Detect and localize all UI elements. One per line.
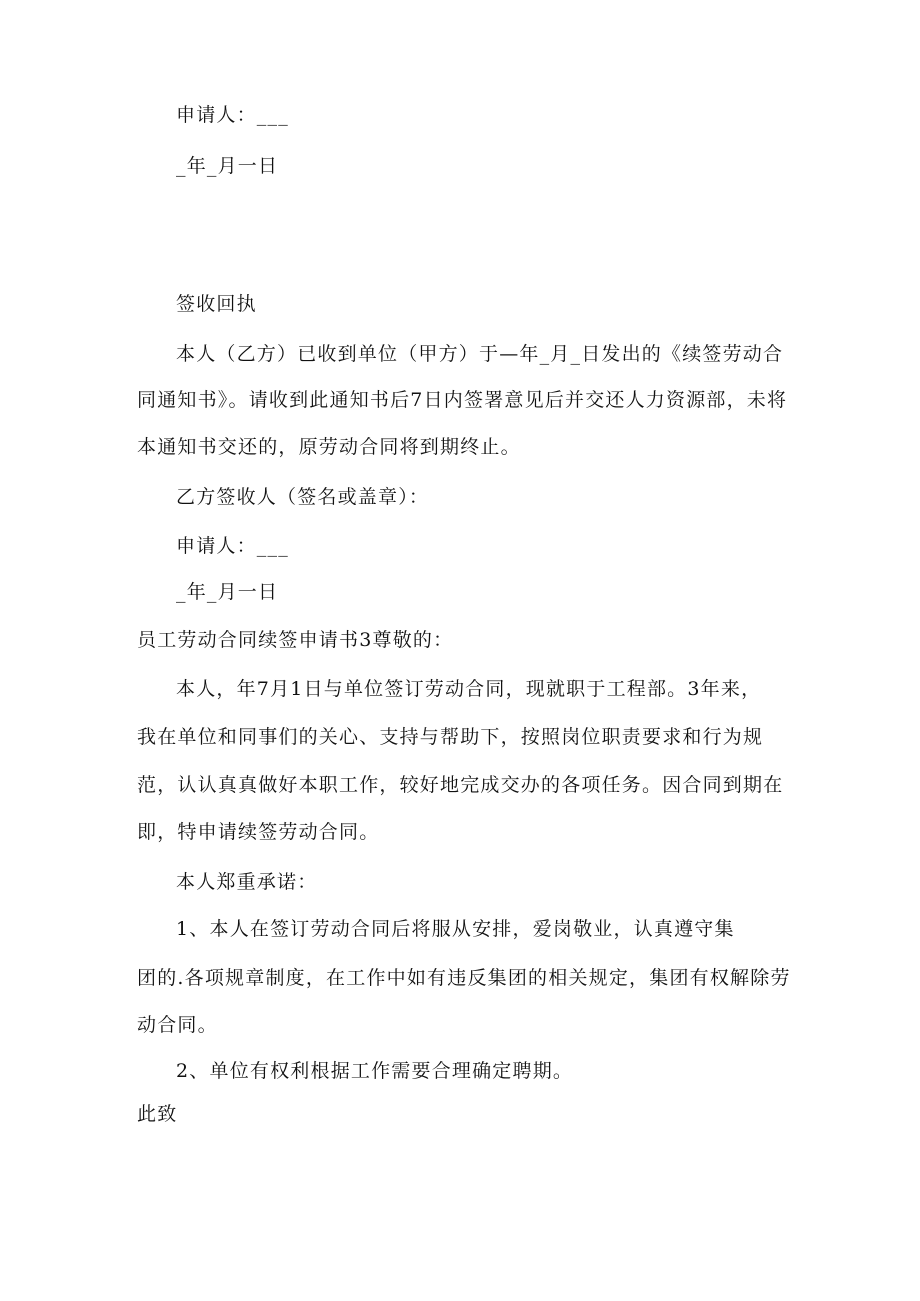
closing-line: 此致 bbox=[137, 1103, 178, 1125]
date-line: _年_月一日 bbox=[176, 155, 279, 177]
promise-item-1-line-2: 团的.各项规章制度，在工作中如有违反集团的相关规定，集团有权解除劳 bbox=[137, 967, 791, 989]
letter-body-line-4: 即，特申请续签劳动合同。 bbox=[137, 821, 380, 843]
date-line: _年_月一日 bbox=[176, 581, 279, 603]
applicant-line: 申请人：___ bbox=[176, 104, 289, 126]
receipt-paragraph-line-3: 本通知书交还的，原劳动合同将到期终止。 bbox=[137, 436, 521, 458]
letter-body-line-2: 我在单位和同事们的关心、支持与帮助下，按照岗位职责要求和行为规 bbox=[137, 726, 764, 748]
promise-item-1-line-3: 动合同。 bbox=[137, 1014, 218, 1036]
receipt-title: 签收回执 bbox=[176, 293, 257, 315]
promise-item-2: 2、单位有权利根据工作需要合理确定聘期。 bbox=[176, 1060, 574, 1082]
letter-body-line-1: 本人，年7月1日与单位签订劳动合同，现就职于工程部。3年来， bbox=[176, 678, 762, 700]
letter-heading: 员工劳动合同续签申请书3尊敬的： bbox=[137, 629, 454, 651]
promise-item-1-line-1: 1、本人在签订劳动合同后将服从安排，爱岗敬业，认真遵守集 bbox=[176, 918, 735, 940]
receipt-paragraph-line-2: 同通知书》。请收到此通知书后7日内签署意见后并交还人力资源部，未将 bbox=[137, 389, 788, 411]
promise-intro: 本人郑重承诺： bbox=[176, 871, 318, 893]
letter-body-line-3: 范，认认真真做好本职工作，较好地完成交办的各项任务。因合同到期在 bbox=[137, 774, 784, 796]
applicant-line: 申请人：___ bbox=[176, 535, 289, 557]
signer-line: 乙方签收人（签名或盖章）： bbox=[176, 486, 430, 508]
receipt-paragraph-line-1: 本人（乙方）已收到单位（甲方）于—年_月_日发出的《续签劳动合 bbox=[176, 343, 784, 365]
